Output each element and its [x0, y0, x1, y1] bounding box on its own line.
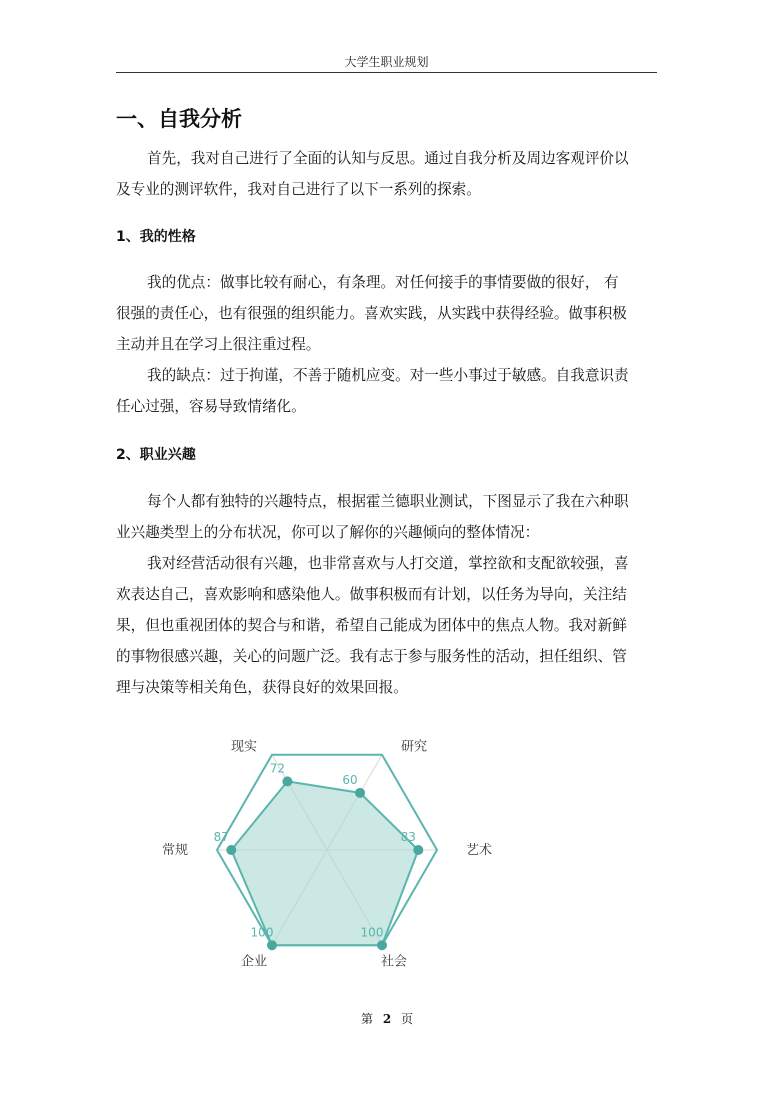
interest-paragraph	[116, 486, 662, 703]
interest-radar-chart	[150, 722, 510, 986]
radar-point	[413, 845, 423, 855]
radar-value-label: 83	[400, 830, 416, 844]
text-line: 很强的责任心，也有很强的组织能力。喜欢实践，从实践中获得经验。做事积极	[116, 305, 627, 322]
text-line: 理与决策等相关角色，获得良好的效果回报。	[116, 679, 408, 696]
radar-category-label: 常规	[161, 843, 189, 858]
intro-paragraph	[116, 143, 662, 205]
radar-point	[355, 788, 365, 798]
radar-value-label: 72	[269, 761, 286, 776]
radar-category-label: 现实	[230, 739, 258, 755]
subsection-title-personality: 1、我的性格	[116, 229, 196, 245]
radar-point	[282, 776, 292, 786]
text-line: 我的缺点：过于拘谨，不善于随机应变。对一些小事过于敏感。自我意识责	[147, 367, 629, 384]
radar-point	[377, 940, 387, 950]
radar-category-label: 研究	[400, 739, 428, 755]
header-rule	[116, 72, 657, 73]
text-line: 及专业的测评软件，我对自己进行了以下一系列的探索。	[116, 181, 481, 198]
strengths-paragraph	[116, 267, 662, 422]
footer-suffix: 页	[401, 1012, 414, 1026]
section-title: 一、自我分析	[116, 107, 242, 131]
text-line: 欢表达自己，喜欢影响和感染他人。做事积极而有计划，以任务为导向，关注结	[116, 586, 627, 603]
text-line: 我对经营活动很有兴趣，也非常喜欢与人打交道，掌控欲和支配欲较强，喜	[147, 555, 629, 572]
radar-data-area	[231, 781, 418, 945]
radar-value-label: 87	[213, 830, 229, 844]
radar-point	[267, 940, 277, 950]
footer-prefix: 第	[360, 1012, 373, 1026]
page-footer	[0, 1010, 774, 1027]
radar-category-label: 社会	[380, 954, 408, 970]
text-line: 任心过强，容易导致情绪化。	[116, 398, 306, 415]
radar-value-label: 100	[360, 925, 384, 940]
subsection-title-interest: 2、职业兴趣	[116, 447, 196, 463]
text-line: 主动并且在学习上很注重过程。	[116, 336, 321, 353]
radar-category-label: 艺术	[465, 843, 493, 858]
page-header: 大学生职业规划	[344, 55, 429, 69]
text-line: 业兴趣类型上的分布状况，你可以了解你的兴趣倾向的整体情况：	[116, 524, 540, 541]
text-line: 每个人都有独特的兴趣特点，根据霍兰德职业测试，下图显示了我在六种职	[147, 493, 629, 510]
text-line: 我的优点：做事比较有耐心，有条理。对任何接手的事情要做的很好， 有	[147, 274, 619, 291]
page-number: 2	[382, 1012, 392, 1026]
radar-category-label: 企业	[240, 954, 268, 970]
text-line: 首先，我对自己进行了全面的认知与反思。通过自我分析及周边客观评价以	[147, 150, 629, 167]
radar-svg	[150, 722, 510, 982]
text-line: 的事物很感兴趣，关心的问题广泛。我有志于参与服务性的活动，担任组织、管	[116, 648, 627, 665]
radar-point	[226, 845, 236, 855]
text-line: 果，但也重视团体的契合与和谐，希望自己能成为团体中的焦点人物。我对新鲜	[116, 617, 627, 634]
radar-value-label: 100	[250, 925, 274, 940]
radar-value-label: 60	[342, 772, 358, 787]
